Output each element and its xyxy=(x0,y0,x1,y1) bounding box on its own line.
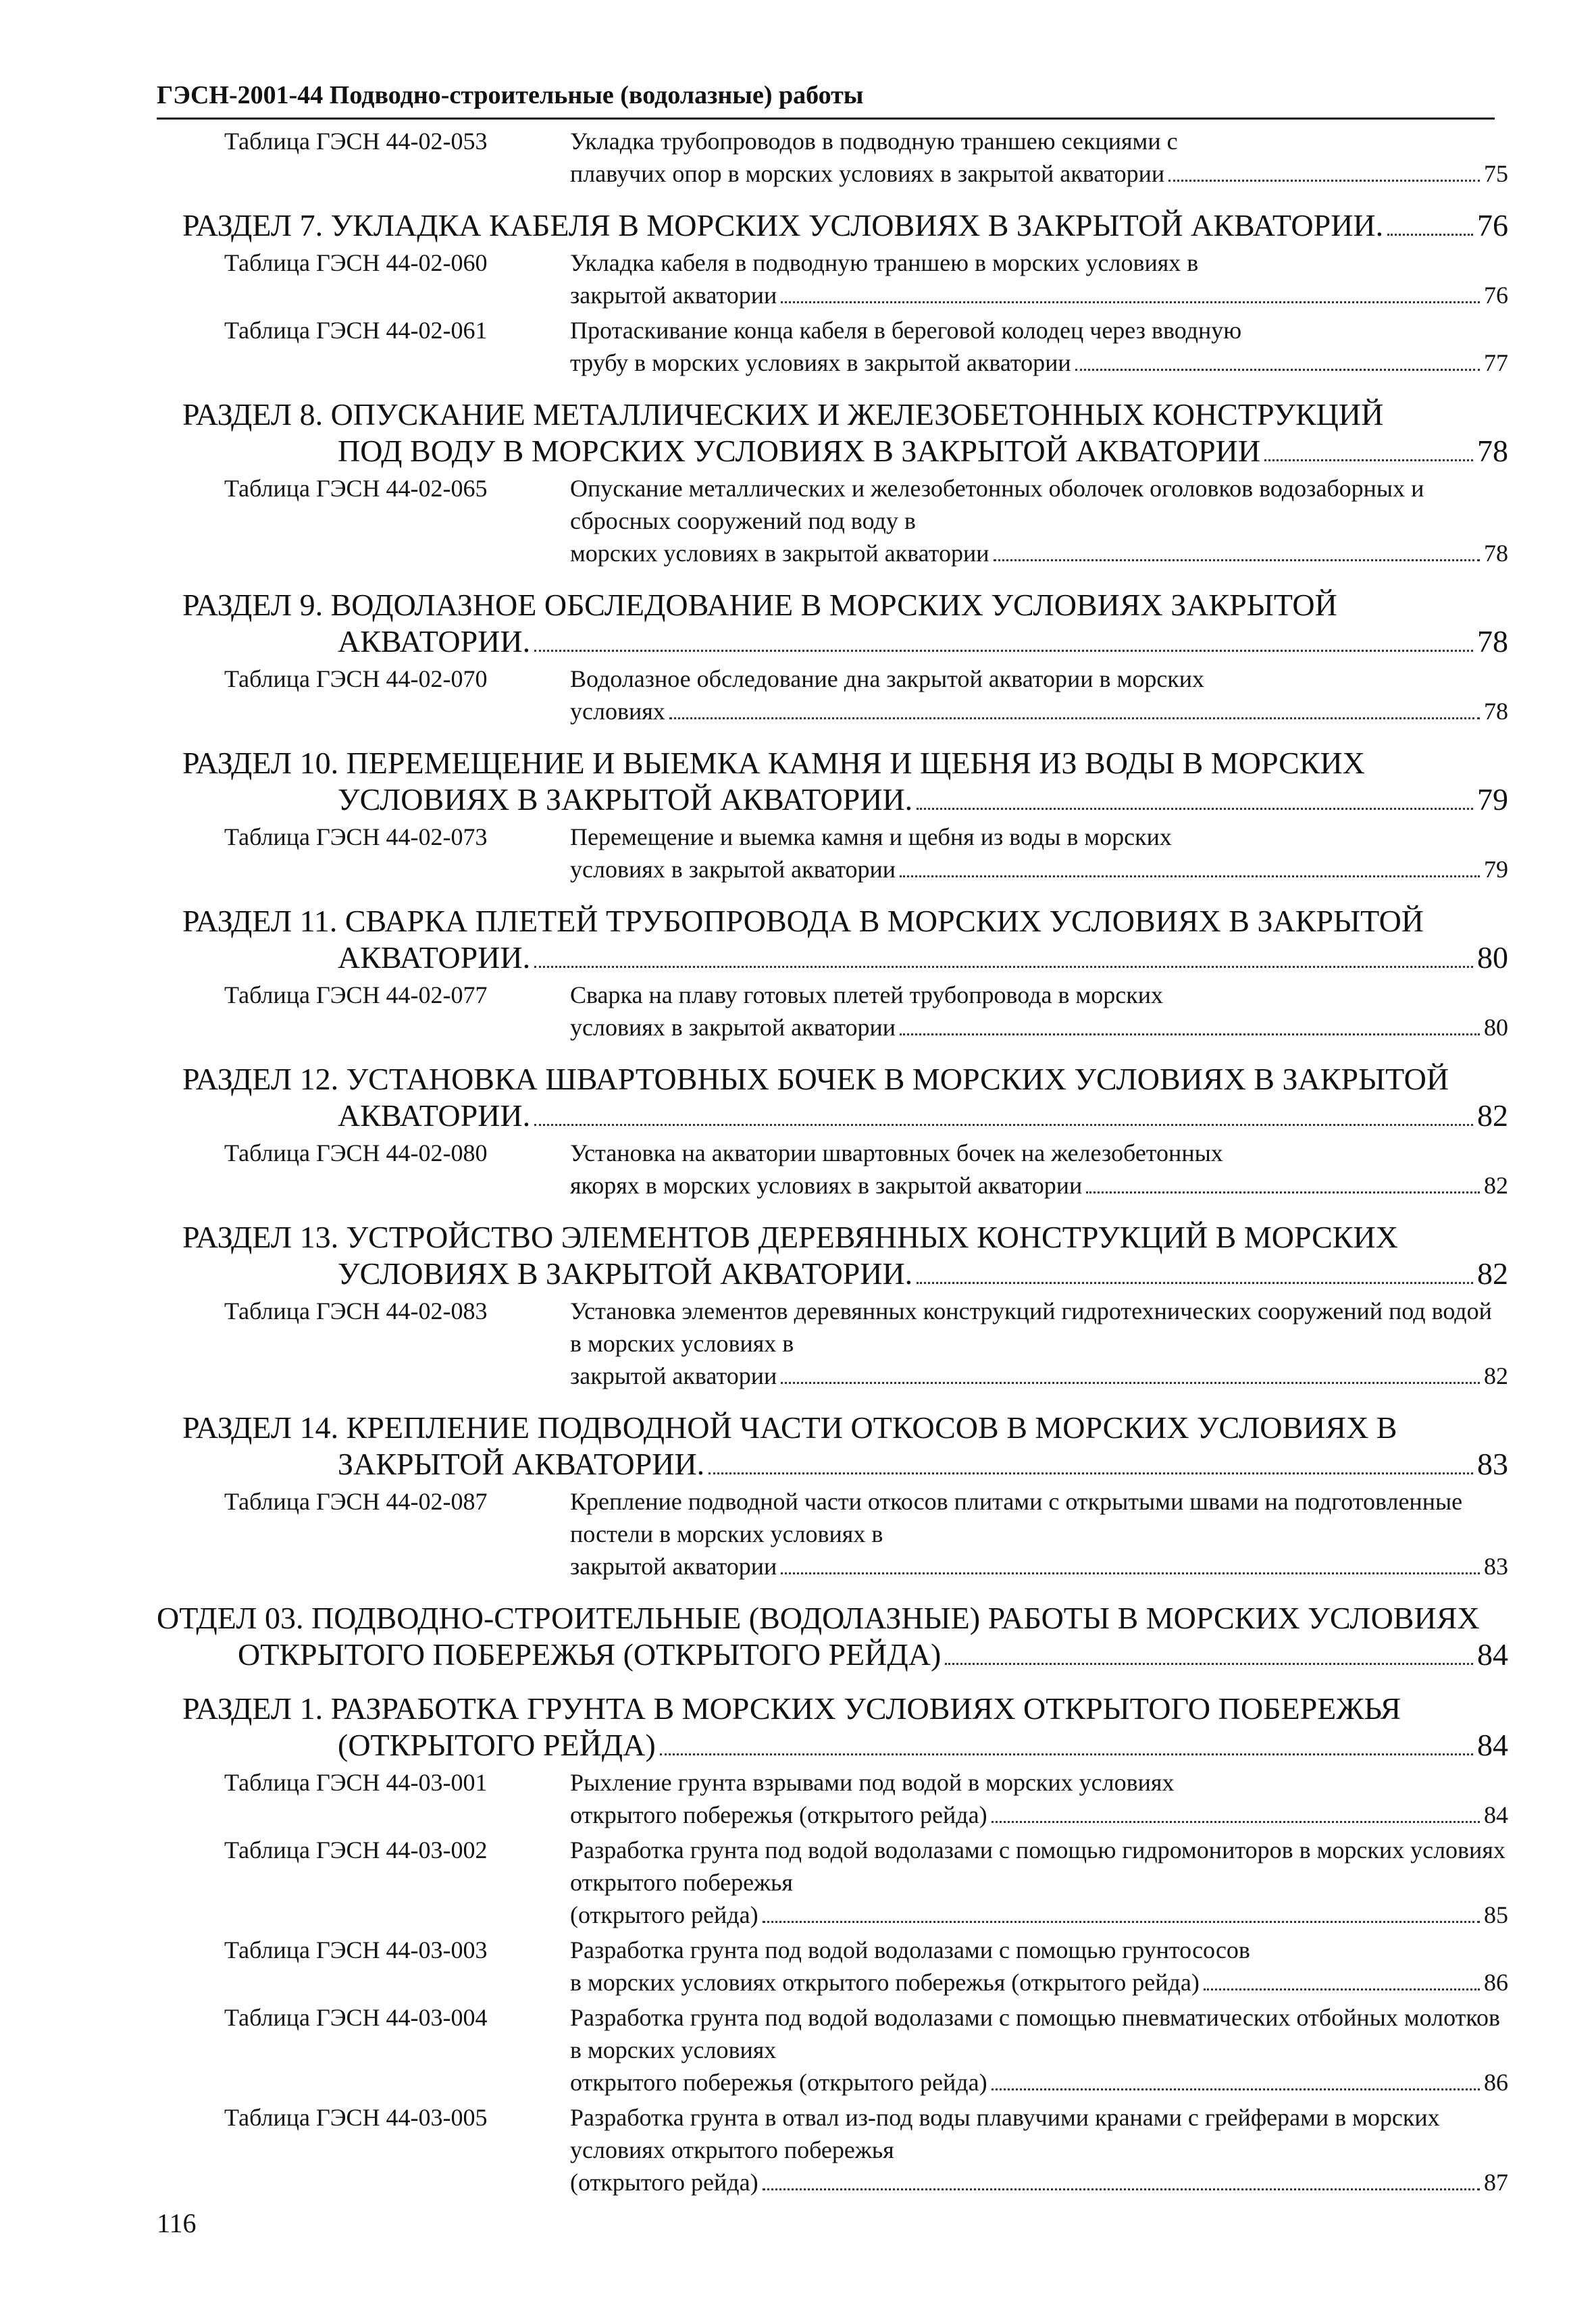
table-code: Таблица ГЭСН 44-02-077 xyxy=(224,981,488,1008)
table-description xyxy=(570,314,1508,379)
page-ref: 82 xyxy=(1477,1256,1508,1291)
toc-table-entry xyxy=(157,1137,1508,1202)
description-text: Опускание металлических и железобетонных оболочек оголовков водозаборных и сбросных сооружений под воду в xyxy=(570,475,1424,534)
table-description xyxy=(570,1485,1508,1583)
description-text: Установка элементов деревянных конструкций гидротехнических сооружений под водой в морских условиях в xyxy=(570,1297,1492,1357)
table-code: Таблица ГЭСН 44-02-065 xyxy=(224,475,488,502)
table-description xyxy=(570,1766,1508,1831)
page-ref: 84 xyxy=(1484,1801,1508,1828)
description-last-line xyxy=(570,1966,1508,1999)
table-description xyxy=(570,2001,1508,2099)
dot-leader xyxy=(1168,180,1480,182)
toc-section-heading xyxy=(182,1410,1508,1483)
table-description xyxy=(570,472,1508,569)
section-line xyxy=(182,207,1508,244)
toc-table-entry xyxy=(157,125,1508,190)
description-text-end: открытого побережья (открытого рейда) xyxy=(570,2069,987,2096)
description-text-end: морских условиях в закрытой акватории xyxy=(570,540,989,567)
page-ref: 77 xyxy=(1484,349,1508,376)
table-code: Таблица ГЭСН 44-03-003 xyxy=(224,1936,488,1963)
toc-table-entry xyxy=(157,1766,1508,1831)
dot-leader xyxy=(994,559,1480,561)
section-title-line1: РАЗДЕЛ 11. СВАРКА ПЛЕТЕЙ ТРУБОПРОВОДА В МОРСКИХ УСЛОВИЯХ В ЗАКРЫТОЙ xyxy=(182,904,1424,938)
dot-leader xyxy=(1075,369,1480,371)
page-ref: 76 xyxy=(1484,282,1508,309)
page-ref: 82 xyxy=(1484,1172,1508,1199)
page-ref: 78 xyxy=(1477,624,1508,659)
section-title-line1: РАЗДЕЛ 12. УСТАНОВКА ШВАРТОВНЫХ БОЧЕК В МОРСКИХ УСЛОВИЯХ В ЗАКРЫТОЙ xyxy=(182,1062,1449,1096)
page-number: 116 xyxy=(157,2208,197,2238)
description-text-end: в морских условиях открытого побережья (открытого рейда) xyxy=(570,1969,1200,1996)
description-text: Крепление подводной части откосов плитами с открытыми швами на подготовленные постели в морских условиях в xyxy=(570,1488,1463,1547)
section-title-line2 xyxy=(182,1098,1508,1134)
section-title-line2 xyxy=(182,940,1508,976)
section-title-line1: РАЗДЕЛ 1. РАЗРАБОТКА ГРУНТА В МОРСКИХ УСЛОВИЯХ ОТКРЫТОГО ПОБЕРЕЖЬЯ xyxy=(182,1691,1401,1726)
table-code: Таблица ГЭСН 44-02-087 xyxy=(224,1488,488,1515)
page-ref: 83 xyxy=(1477,1447,1508,1481)
dot-leader xyxy=(660,1753,1473,1755)
section-title-line1: РАЗДЕЛ 14. КРЕПЛЕНИЕ ПОДВОДНОЙ ЧАСТИ ОТКОСОВ В МОРСКИХ УСЛОВИЯХ В xyxy=(182,1410,1397,1445)
page-ref: 75 xyxy=(1484,160,1508,187)
section-title-line2 xyxy=(157,1637,1508,1673)
section-title-line2 xyxy=(182,781,1508,818)
description-last-line xyxy=(570,1360,1508,1392)
description-text: Укладка трубопроводов в подводную траншею секциями с xyxy=(570,128,1178,155)
description-text: Рыхление грунта взрывами под водой в морских условиях xyxy=(570,1769,1175,1796)
description-text-end: плавучих опор в морских условиях в закрытой акватории xyxy=(570,160,1165,187)
description-text-end: закрытой акватории xyxy=(570,1362,777,1389)
table-code: Таблица ГЭСН 44-02-080 xyxy=(224,1139,488,1166)
description-last-line xyxy=(570,279,1508,311)
description-text: Установка на акватории швартовных бочек на железобетонных xyxy=(570,1139,1223,1166)
description-text: Разработка грунта под водой водолазами с помощью грунтососов xyxy=(570,1936,1250,1963)
description-last-line xyxy=(570,346,1508,379)
table-description xyxy=(570,1834,1508,1931)
toc-table-entry xyxy=(157,314,1508,379)
toc-section-heading xyxy=(182,207,1508,244)
page-ref: 82 xyxy=(1477,1098,1508,1133)
table-code: Таблица ГЭСН 44-02-060 xyxy=(224,249,488,276)
page-ref: 80 xyxy=(1477,940,1508,975)
description-last-line xyxy=(570,1169,1508,1202)
dot-leader xyxy=(1086,1191,1480,1193)
page-ref: 83 xyxy=(1484,1553,1508,1580)
section-title-cont: УСЛОВИЯХ В ЗАКРЫТОЙ АКВАТОРИИ. xyxy=(338,1256,913,1291)
table-code: Таблица ГЭСН 44-03-002 xyxy=(224,1836,488,1863)
table-code: Таблица ГЭСН 44-02-073 xyxy=(224,823,488,850)
toc-table-entry xyxy=(157,1295,1508,1392)
section-title-line1: РАЗДЕЛ 13. УСТРОЙСТВО ЭЛЕМЕНТОВ ДЕРЕВЯННЫХ КОНСТРУКЦИЙ В МОРСКИХ xyxy=(182,1220,1398,1254)
table-description xyxy=(570,2101,1508,2199)
toc-table-entry xyxy=(157,1934,1508,1999)
description-last-line xyxy=(570,1011,1508,1044)
table-code: Таблица ГЭСН 44-03-005 xyxy=(224,2104,488,2131)
description-last-line xyxy=(570,537,1508,569)
toc-table-entry xyxy=(157,472,1508,569)
dot-leader xyxy=(992,1821,1480,1823)
table-code: Таблица ГЭСН 44-02-070 xyxy=(224,665,488,692)
section-title-cont: ОТКРЫТОГО ПОБЕРЕЖЬЯ (ОТКРЫТОГО РЕЙДА) xyxy=(238,1637,942,1672)
dot-leader xyxy=(763,2188,1480,2190)
description-last-line xyxy=(570,2166,1508,2199)
dot-leader xyxy=(781,1382,1480,1384)
section-title-line2 xyxy=(182,433,1508,469)
table-code: Таблица ГЭСН 44-02-053 xyxy=(224,128,488,155)
page-ref: 78 xyxy=(1484,540,1508,567)
section-title-line1: ОТДЕЛ 03. ПОДВОДНО-СТРОИТЕЛЬНЫЕ (ВОДОЛАЗНЫЕ) РАБОТЫ В МОРСКИХ УСЛОВИЯХ xyxy=(157,1601,1480,1635)
page-ref: 78 xyxy=(1484,698,1508,725)
description-text-end: (открытого рейда) xyxy=(570,2169,758,2196)
dot-leader xyxy=(992,2088,1480,2090)
table-description xyxy=(570,247,1508,311)
table-description xyxy=(570,1934,1508,1999)
toc-section-heading xyxy=(182,1219,1508,1292)
dot-leader xyxy=(763,1921,1480,1923)
page-ref: 87 xyxy=(1484,2169,1508,2196)
dot-leader xyxy=(534,1124,1473,1126)
section-title-line2 xyxy=(182,1727,1508,1764)
page-ref: 84 xyxy=(1477,1728,1508,1762)
description-text-end: трубу в морских условиях в закрытой акватории xyxy=(570,349,1071,376)
page-ref: 78 xyxy=(1477,434,1508,468)
page-ref: 76 xyxy=(1477,208,1508,242)
dot-leader xyxy=(534,650,1473,652)
description-last-line xyxy=(570,1550,1508,1583)
description-text: Укладка кабеля в подводную траншею в морских условиях в xyxy=(570,249,1199,276)
toc-table-entry xyxy=(157,2101,1508,2199)
dot-leader xyxy=(900,1033,1480,1035)
toc-table-entry xyxy=(157,2001,1508,2099)
description-text: Разработка грунта под водой водолазами с помощью гидромониторов в морских условиях открытого побережья xyxy=(570,1836,1505,1896)
page-ref: 79 xyxy=(1477,782,1508,817)
description-text-end: (открытого рейда) xyxy=(570,1901,758,1928)
dot-leader xyxy=(534,966,1473,968)
table-description xyxy=(570,979,1508,1044)
toc-table-entry xyxy=(157,979,1508,1044)
section-title-line2 xyxy=(182,1256,1508,1292)
description-last-line xyxy=(570,157,1508,190)
dot-leader xyxy=(1204,1988,1480,1990)
section-title-line2 xyxy=(182,623,1508,660)
dot-leader xyxy=(917,1282,1473,1284)
toc-table-entry xyxy=(157,663,1508,727)
table-code: Таблица ГЭСН 44-03-001 xyxy=(224,1769,488,1796)
description-text: Перемещение и выемка камня и щебня из воды в морских xyxy=(570,823,1172,850)
dot-leader xyxy=(1387,234,1473,236)
table-description xyxy=(570,1137,1508,1202)
section-title-cont: АКВАТОРИИ. xyxy=(338,1098,531,1133)
section-title-cont: АКВАТОРИИ. xyxy=(338,624,531,659)
page-ref: 84 xyxy=(1477,1637,1508,1672)
section-title-cont: ЗАКРЫТОЙ АКВАТОРИИ. xyxy=(338,1447,705,1481)
description-text: Водолазное обследование дна закрытой акватории в морских xyxy=(570,665,1205,692)
toc-section-heading xyxy=(182,587,1508,660)
table-code: Таблица ГЭСН 44-03-004 xyxy=(224,2004,488,2031)
section-title-line1: РАЗДЕЛ 9. ВОДОЛАЗНОЕ ОБСЛЕДОВАНИЕ В МОРСКИХ УСЛОВИЯХ ЗАКРЫТОЙ xyxy=(182,588,1337,622)
section-title: РАЗДЕЛ 7. УКЛАДКА КАБЕЛЯ В МОРСКИХ УСЛОВИЯХ В ЗАКРЫТОЙ АКВАТОРИИ. xyxy=(182,208,1384,242)
section-title-cont: ПОД ВОДУ В МОРСКИХ УСЛОВИЯХ В ЗАКРЫТОЙ АКВАТОРИИ xyxy=(338,434,1261,468)
description-last-line xyxy=(570,695,1508,727)
table-of-contents xyxy=(157,125,1508,2199)
description-text: Сварка на плаву готовых плетей трубопровода в морских xyxy=(570,981,1164,1008)
dot-leader xyxy=(917,808,1473,810)
table-code: Таблица ГЭСН 44-02-083 xyxy=(224,1297,488,1325)
section-title-line1: РАЗДЕЛ 8. ОПУСКАНИЕ МЕТАЛЛИЧЕСКИХ И ЖЕЛЕЗОБЕТОННЫХ КОНСТРУКЦИЙ xyxy=(182,397,1384,432)
section-title-cont: АКВАТОРИИ. xyxy=(338,940,531,975)
toc-section-heading xyxy=(182,1061,1508,1134)
page-ref: 79 xyxy=(1484,856,1508,883)
description-last-line xyxy=(570,2066,1508,2099)
page-ref: 86 xyxy=(1484,1969,1508,1996)
description-text-end: условиях в закрытой акватории xyxy=(570,856,896,883)
table-description xyxy=(570,821,1508,885)
dot-leader xyxy=(669,717,1480,719)
section-title-cont: УСЛОВИЯХ В ЗАКРЫТОЙ АКВАТОРИИ. xyxy=(338,782,913,817)
dot-leader xyxy=(900,875,1480,877)
description-text: Разработка грунта под водой водолазами с помощью пневматических отбойных молотков в морских условиях xyxy=(570,2004,1501,2063)
toc-table-entry xyxy=(157,821,1508,885)
section-title-line1: РАЗДЕЛ 10. ПЕРЕМЕЩЕНИЕ И ВЫЕМКА КАМНЯ И ЩЕБНЯ ИЗ ВОДЫ В МОРСКИХ xyxy=(182,746,1365,780)
description-text-end: закрытой акватории xyxy=(570,282,777,309)
toc-table-entry xyxy=(157,1485,1508,1583)
description-text-end: условиях в закрытой акватории xyxy=(570,1014,896,1041)
page-ref: 86 xyxy=(1484,2069,1508,2096)
page-ref: 82 xyxy=(1484,1362,1508,1389)
description-last-line xyxy=(570,1799,1508,1831)
toc-section-heading xyxy=(182,396,1508,469)
description-text-end: закрытой акватории xyxy=(570,1553,777,1580)
running-header: ГЭСН-2001-44 Подводно-строительные (водолазные) работы xyxy=(157,80,1495,120)
toc-section-heading xyxy=(182,745,1508,818)
description-text: Протаскивание конца кабеля в береговой колодец через вводную xyxy=(570,317,1242,344)
toc-table-entry xyxy=(157,247,1508,311)
dot-leader xyxy=(781,1572,1480,1574)
toc-section-heading xyxy=(182,903,1508,976)
description-text-end: открытого побережья (открытого рейда) xyxy=(570,1801,987,1828)
section-title-line2 xyxy=(182,1446,1508,1483)
toc-table-entry xyxy=(157,1834,1508,1931)
description-last-line xyxy=(570,1899,1508,1931)
section-title-cont: (ОТКРЫТОГО РЕЙДА) xyxy=(338,1728,656,1762)
table-description xyxy=(570,663,1508,727)
toc-department-heading xyxy=(157,1600,1508,1673)
description-text-end: якорях в морских условиях в закрытой акватории xyxy=(570,1172,1083,1199)
description-last-line xyxy=(570,853,1508,885)
dot-leader xyxy=(945,1663,1473,1665)
description-text-end: условиях xyxy=(570,698,665,725)
table-description xyxy=(570,125,1508,190)
description-text: Разработка грунта в отвал из-под воды плавучими кранами с грейферами в морских условиях открытого побережья xyxy=(570,2104,1440,2163)
page-ref: 85 xyxy=(1484,1901,1508,1928)
dot-leader xyxy=(1264,459,1473,461)
table-description xyxy=(570,1295,1508,1392)
dot-leader xyxy=(709,1472,1473,1474)
dot-leader xyxy=(781,301,1480,303)
table-code: Таблица ГЭСН 44-02-061 xyxy=(224,317,488,344)
page-ref: 80 xyxy=(1484,1014,1508,1041)
toc-section-heading xyxy=(182,1691,1508,1764)
